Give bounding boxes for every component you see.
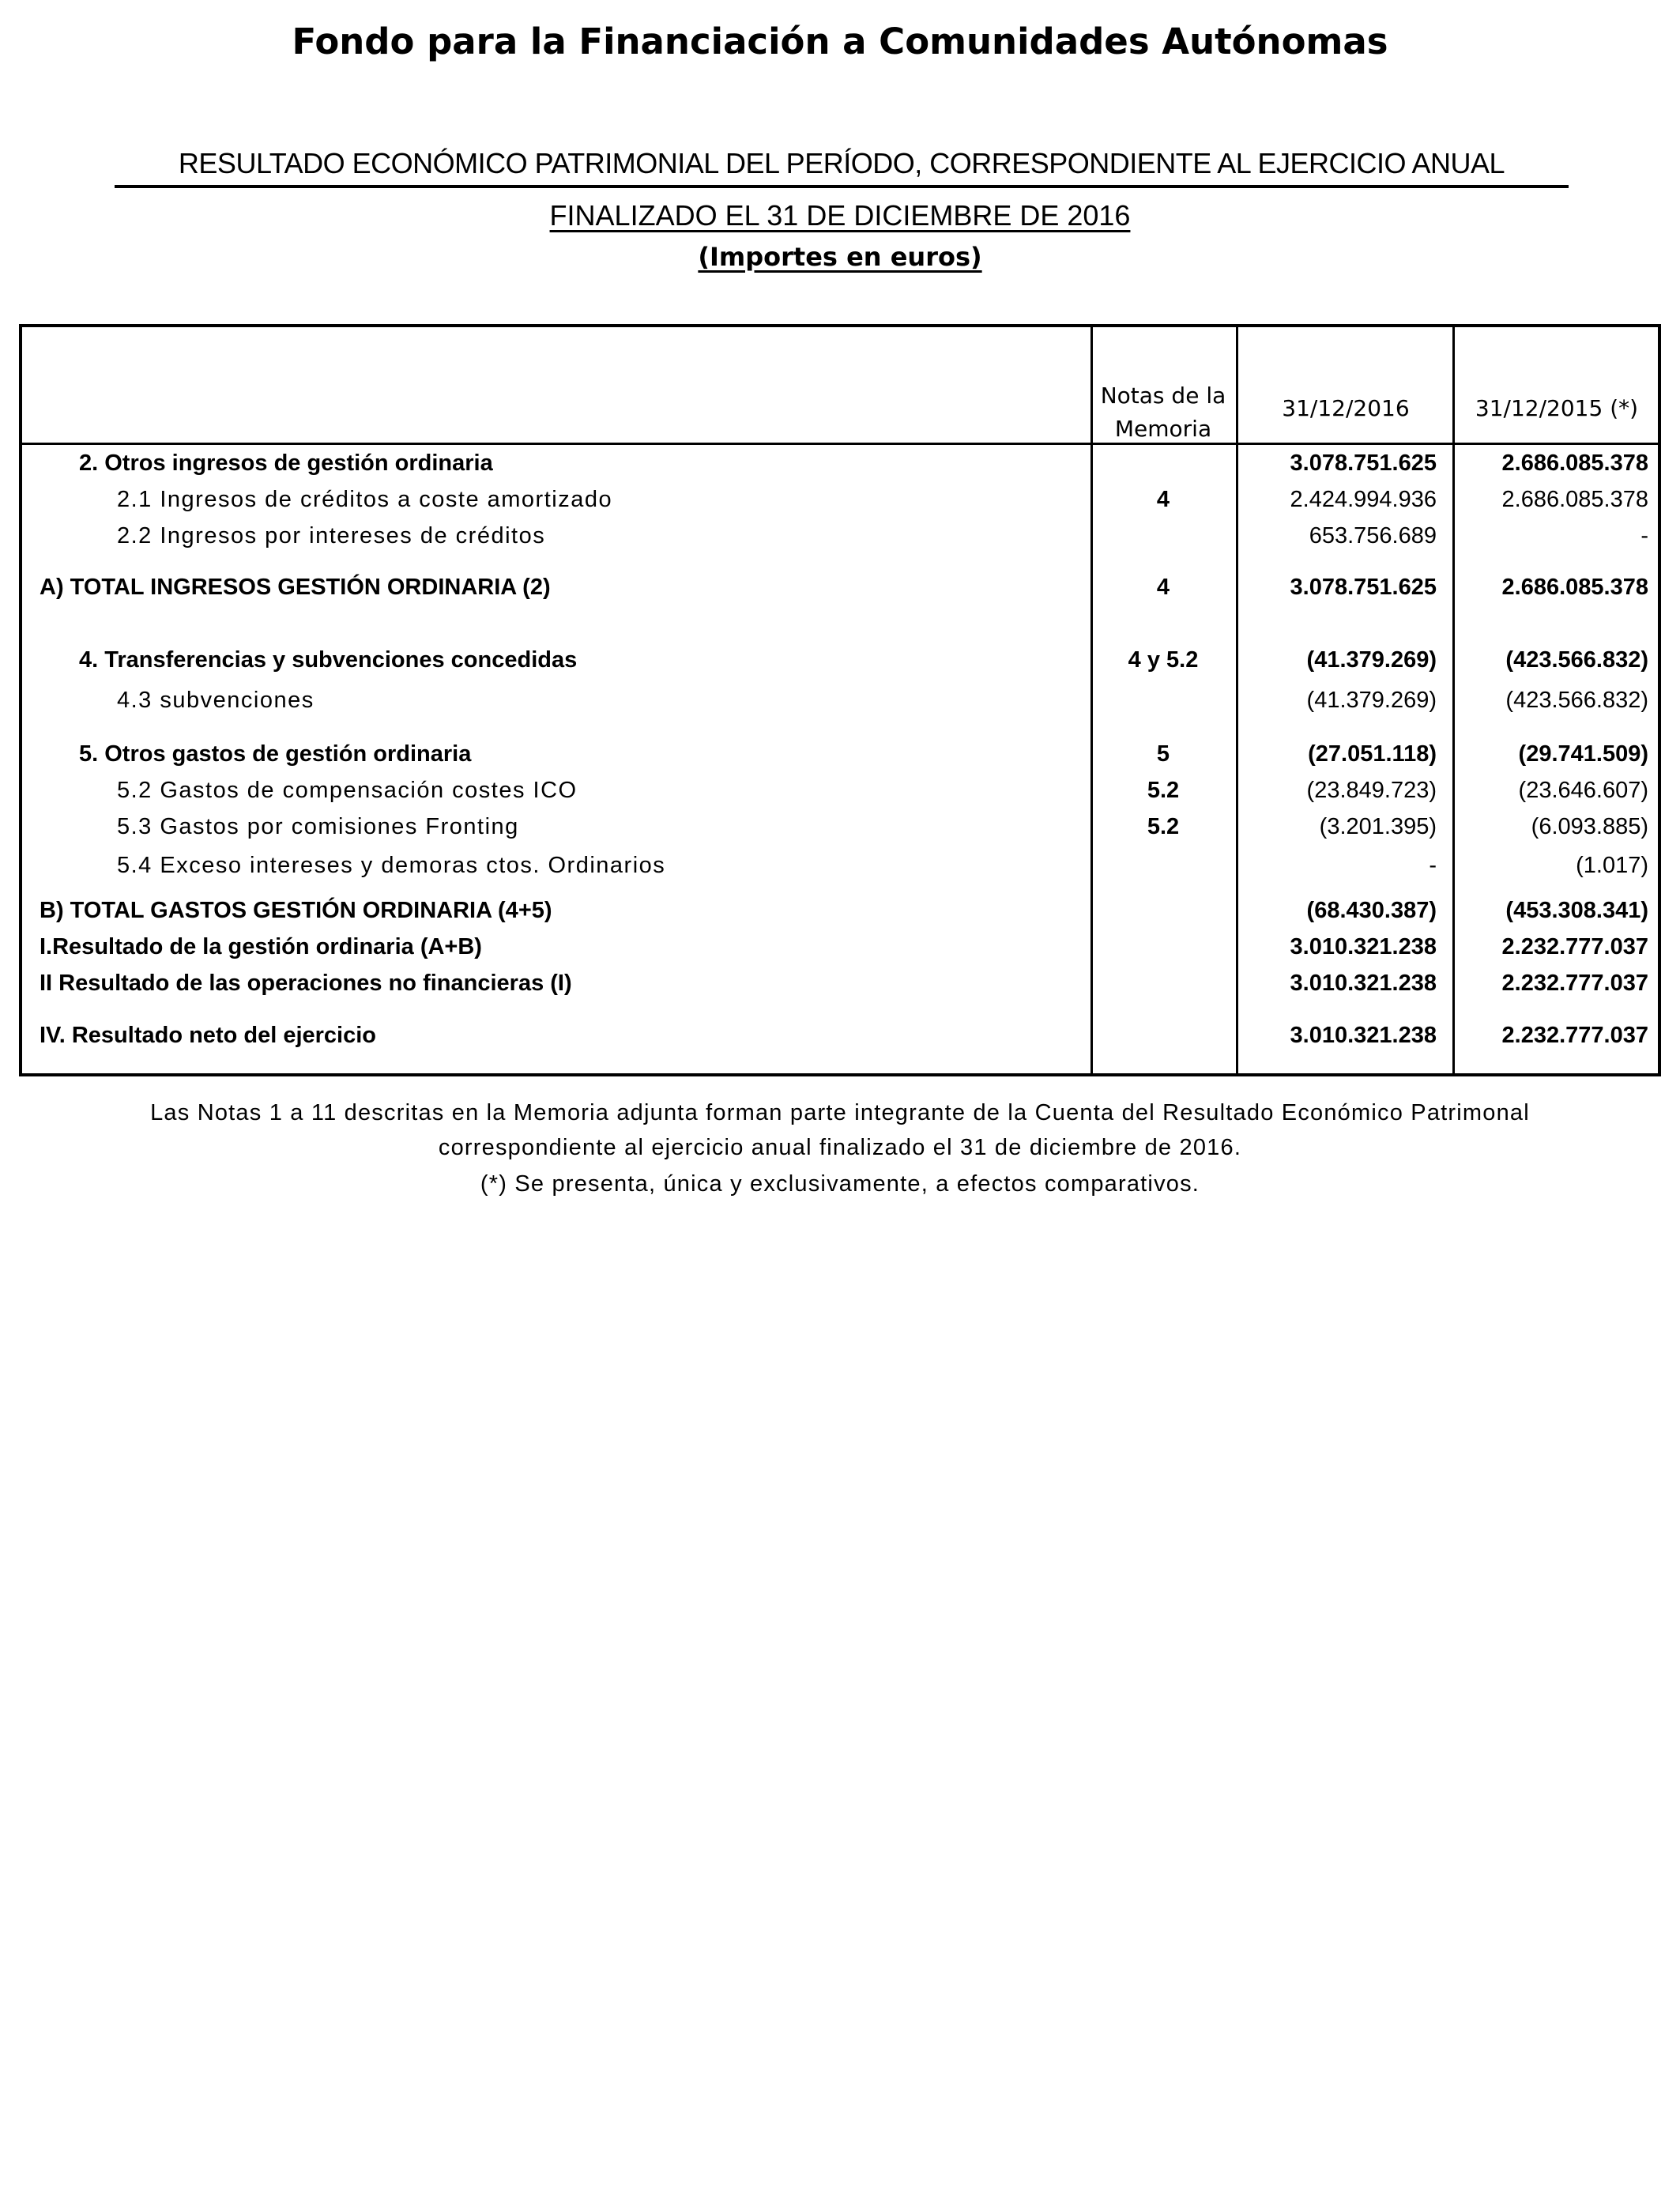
row-value-2015: (6.093.885) <box>1531 814 1648 839</box>
footnote-comparative: (*) Se presenta, única y exclusivamente, a efectos comparativos. <box>480 1171 1200 1197</box>
row-label: B) TOTAL GASTOS GESTIÓN ORDINARIA (4+5) <box>40 898 552 923</box>
row-nota: 4 y 5.2 <box>1128 647 1199 673</box>
report-subtitle-line1: RESULTADO ECONÓMICO PATRIMONIAL DEL PERÍODO, CORRESPONDIENTE AL EJERCICIO ANUAL <box>115 147 1569 188</box>
row-value-2015: (29.741.509) <box>1518 741 1648 767</box>
row-value-2016: (68.430.387) <box>1306 898 1437 923</box>
header-notas <box>1090 379 1236 446</box>
header-notas-line1: Notas de la <box>1100 383 1226 409</box>
row-value-2015: 2.686.085.378 <box>1501 575 1648 600</box>
row-label: IV. Resultado neto del ejercicio <box>40 1023 377 1048</box>
row-value-2016: (3.201.395) <box>1319 814 1437 839</box>
row-value-2015: (423.566.832) <box>1505 688 1648 713</box>
row-label: 2.1 Ingresos de créditos a coste amortizado <box>117 487 613 512</box>
row-nota: 4 <box>1156 575 1170 600</box>
table-row <box>22 893 1658 928</box>
row-value-2015: 2.232.777.037 <box>1501 1023 1648 1048</box>
row-value-2015: (453.308.341) <box>1505 898 1648 923</box>
table-row <box>22 809 1658 844</box>
row-value-2016: 3.010.321.238 <box>1290 1023 1437 1048</box>
table-row <box>22 966 1658 1001</box>
row-value-2015: 2.232.777.037 <box>1501 971 1648 996</box>
row-value-2016: 3.010.321.238 <box>1290 934 1437 959</box>
report-subtitle-line2-wrap <box>0 199 1680 232</box>
row-value-2016: 2.424.994.936 <box>1290 487 1437 512</box>
header-notas-line2: Memoria <box>1114 416 1212 442</box>
header-2016: 31/12/2016 <box>1282 395 1410 421</box>
footnote-line1: Las Notas 1 a 11 descritas en la Memoria adjunta forman parte integrante de la Cuenta del Resultado Económico Patrimonal <box>150 1100 1530 1125</box>
report-subtitle-line2: FINALIZADO EL 31 DE DICIEMBRE DE 2016 <box>549 199 1131 232</box>
row-value-2015: 2.686.085.378 <box>1501 450 1648 476</box>
row-nota: 5 <box>1156 741 1170 767</box>
table-row <box>22 773 1658 808</box>
table-row <box>22 737 1658 771</box>
results-table <box>19 324 1661 1076</box>
units-note: (Importes en euros) <box>698 242 982 272</box>
units-note-wrap <box>0 242 1680 272</box>
row-value-2015: 2.686.085.378 <box>1501 487 1648 512</box>
row-value-2016: (27.051.118) <box>1308 741 1437 767</box>
footnote-line2: correspondiente al ejercicio anual finalizado el 31 de diciembre de 2016. <box>438 1135 1242 1160</box>
page-title: Fondo para la Financiación a Comunidades Autónomas <box>292 21 1388 62</box>
table-row <box>22 683 1658 718</box>
row-label: 2. Otros ingresos de gestión ordinaria <box>79 450 493 476</box>
row-value-2016: (41.379.269) <box>1306 688 1437 713</box>
table-row <box>22 482 1658 517</box>
row-label: 4.3 subvenciones <box>117 688 315 713</box>
row-label: 5. Otros gastos de gestión ordinaria <box>79 741 472 767</box>
row-value-2015: (1.017) <box>1576 853 1648 878</box>
header-2015: 31/12/2015 (*) <box>1475 395 1639 421</box>
row-label: 5.4 Exceso intereses y demoras ctos. Ordinarios <box>117 853 666 878</box>
row-nota: 5.2 <box>1147 814 1180 839</box>
table-row <box>22 643 1658 677</box>
row-value-2016: 3.010.321.238 <box>1290 971 1437 996</box>
row-value-2016: (41.379.269) <box>1306 647 1437 673</box>
table-row <box>22 570 1658 605</box>
table-row <box>22 446 1658 481</box>
row-value-2016: 653.756.689 <box>1309 523 1437 548</box>
row-label: 5.2 Gastos de compensación costes ICO <box>117 778 578 803</box>
row-value-2016: 3.078.751.625 <box>1290 575 1437 600</box>
table-row <box>22 518 1658 553</box>
header-divider <box>22 443 1658 445</box>
row-label: A) TOTAL INGRESOS GESTIÓN ORDINARIA (2) <box>40 575 551 600</box>
row-value-2015: (423.566.832) <box>1505 647 1648 673</box>
table-row <box>22 848 1658 883</box>
row-value-2016: (23.849.723) <box>1306 778 1437 803</box>
table-row <box>22 929 1658 964</box>
row-value-2016: 3.078.751.625 <box>1290 450 1437 476</box>
row-label: 4. Transferencias y subvenciones concedidas <box>79 647 578 673</box>
row-value-2015: - <box>1640 523 1648 548</box>
row-label: II Resultado de las operaciones no financieras (I) <box>40 971 572 996</box>
row-value-2015: 2.232.777.037 <box>1501 934 1648 959</box>
table-row <box>22 1018 1658 1053</box>
row-value-2015: (23.646.607) <box>1518 778 1648 803</box>
row-label: I.Resultado de la gestión ordinaria (A+B) <box>40 934 482 959</box>
row-label: 5.3 Gastos por comisiones Fronting <box>117 814 519 839</box>
row-nota: 5.2 <box>1147 778 1180 803</box>
row-label: 2.2 Ingresos por intereses de créditos <box>117 523 546 548</box>
row-nota: 4 <box>1156 487 1170 512</box>
row-value-2016: - <box>1429 853 1437 878</box>
